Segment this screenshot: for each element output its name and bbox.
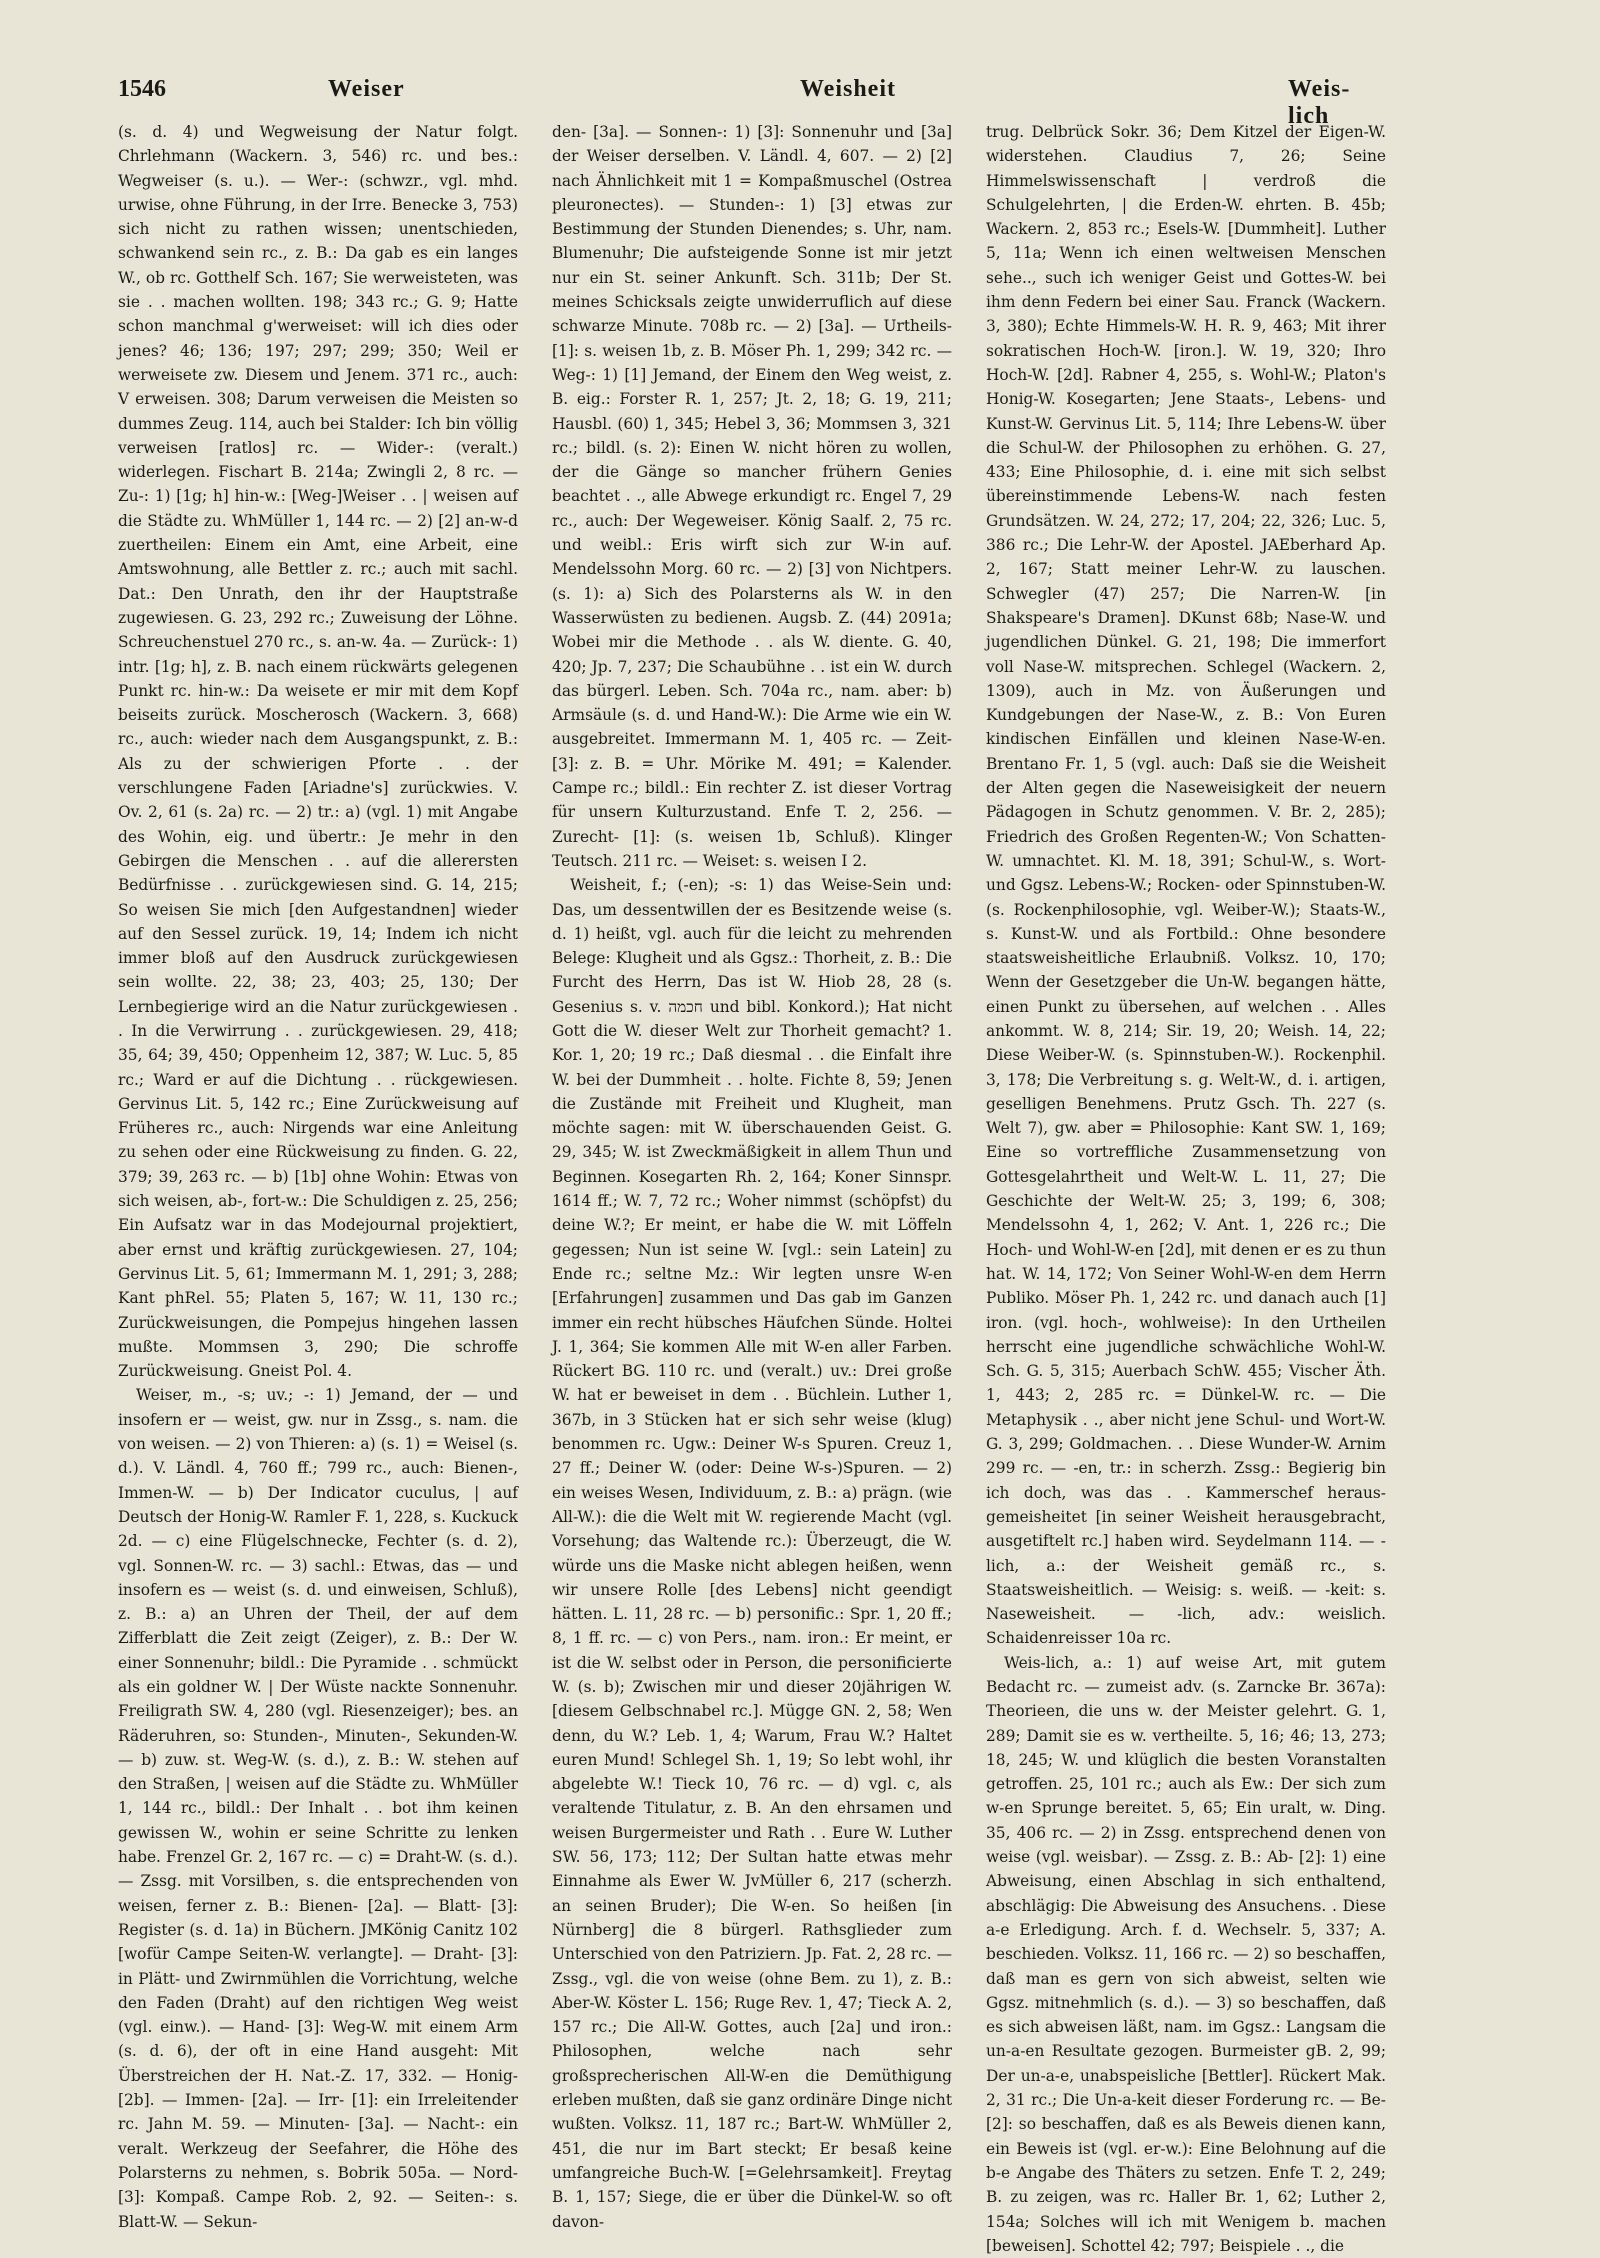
- entry-paragraph: den- [3a]. — Sonnen-: 1) [3]: Sonnenuhr und [3a] der Weiser derselben. V. Ländl. 4, 607. — 2) [2] nach Ähnlichkeit mit 1 = Kompaßmuschel (Ostrea pleuronectes). — Stunden-: 1) [3] etwas zur Bestimmung der Stunden Dienendes; s. Uhr, nam. Blumenuhr; Die aufsteigende Sonne ist mir jetzt nur ein St. seiner Ankunft. Sch. 311b; Der St. meines Schicksals zeigte unwiderruflich auf diese schwarze Minute. 708b rc. — 2) [3a]. — Urtheils- [1]: s. weisen 1b, z. B. Möser Ph. 1, 299; 342 rc. — Weg-: 1) [1] Jemand, der Einem den Weg weist, z. B. eig.: Forster R. 1, 257; Jt. 2, 18; G. 19, 211; Hausbl. (60) 1, 345; Hebel 3, 36; Mommsen 3, 321 rc.; bildl. (s. 2): Einen W. nicht hören zu wollen, der die Gänge so mancher frühern Genies beachtet . ., alle Abwege erkundigt rc. Engel 7, 29 rc., auch: Der Wegeweiser. König Saalf. 2, 75 rc. und weibl.: Eris wirft sich zur W-in auf. Mendelssohn Morg. 60 rc. — 2) [3] von Nichtpers. (s. 1): a) Sich des Polarsterns als W. in den Wasserwüsten zu bedienen. Augsb. Z. (44) 2091a; Wobei mir die Methode . . als W. diente. G. 40, 420; Jp. 7, 237; Die Schaubühne . . ist ein W. durch das bürgerl. Leben. Sch. 704a rc., nam. aber: b) Armsäule (s. d. und Hand-W.): Die Arme wie ein W. ausgebreitet. Immermann M. 1, 405 rc. — Zeit- [3]: z. B. = Uhr. Mörike M. 491; = Kalender. Campe rc.; bildl.: Ein rechter Z. ist dieser Vortrag für unsern Kulturzustand. Enfe T. 2, 256. — Zurecht- [1]: (s. weisen 1b, Schluß). Klinger Teutsch. 211 rc. — Weiset: s. weisen I 2.: [552, 123, 952, 870]
- entry-paragraph: Weiser, m., -s; uv.; -: 1) Jemand, der — und insofern er — weist, gw. nur in Zssg., s. nam. die von weisen. — 2) von Thieren: a) (s. 1) = Weisel (s. d.). V. Ländl. 4, 760 ff.; 799 rc., auch: Bienen-, Immen-W. — b) Der Indicator cuculus, | auf Deutsch der Honig-W. Ramler F. 1, 228, s. Kuckuck 2d. — c) eine Flügelschnecke, Fechter (s. d. 2), vgl. Sonnen-W. rc. — 3) sachl.: Etwas, das — und insofern es — weist (s. d. und einweisen, Schluß), z. B.: a) an Uhren der Theil, der auf dem Zifferblatt die Zeit zeigt (Zeiger), z. B.: Der W. einer Sonnenuhr; bildl.: Die Pyramide . . schmückt als ein goldner W. | Der Wüste nackte Sonnenuhr. Freiligrath SW. 4, 280 (vgl. Riesenzeiger); bes. an Räderuhren, so: Stunden-, Minuten-, Sekunden-W. — b) zuw. st. Weg-W. (s. d.), z. B.: W. stehen auf den Straßen, | weisen auf die Städte zu. WhMüller 1, 144 rc., bildl.: Der Inhalt . . bot ihm keinen gewissen W., wohin er seine Schritte zu lenken habe. Frenzel Gr. 2, 167 rc. — c) = Draht-W. (s. d.). — Zssg. mit Vorsilben, s. die entsprechenden von weisen, ferner z. B.: Bienen- [2a]. — Blatt- [3]: Register (s. d. 1a) in Büchern. JMKönig Canitz 102 [wofür Campe Seiten-W. verlangte]. — Draht- [3]: in Plätt- und Zwirnmühlen die Vorrichtung, welche den Faden (Draht) auf den richtigen Weg weist (vgl. einw.). — Hand- [3]: Weg-W. mit einem Arm (s. d. 6), der oft in eine Hand ausgeht: Mit Überstreichen der H. Nat.-Z. 17, 332. — Honig- [2b]. — Immen- [2a]. — Irr- [1]: ein Irreleitender rc. Jahn M. 59. — Minuten- [3a]. — Nacht-: ein veralt. Werkzeug der Seefahrer, die Höhe des Polarsterns zu nehmen, s. Bobrik 505a. — Nord- [3]: Kompaß. Campe Rob. 2, 92. — Seiten-: s. Blatt-W. — Sekun-: [118, 1386, 518, 2231]
- left-running-head: Weiser: [328, 76, 405, 102]
- center-running-head: Weisheit: [800, 76, 896, 102]
- text-column-right: [986, 120, 1386, 2255]
- entry-paragraph: Weisheit, f.; (-en); -s: 1) das Weise-Sein und: Das, um dessentwillen der es Besitzende weise (s. d. 1) heißt, vgl. auch für die leicht zu mehrenden Belege: Klugheit und als Ggsz.: Thorheit, z. B.: Die Furcht des Herrn, Das ist W. Hiob 28, 28 (s. Gesenius s. v. חכמה und bibl. Konkord.); Hat nicht Gott die W. dieser Welt zur Thorheit gemacht? 1. Kor. 1, 20; 19 rc.; Daß diesmal . . die Einfalt ihre W. bei der Dummheit . . holte. Fichte 8, 59; Jenen die Zustände mit Freiheit und Klugheit, man möchte sagen: mit W. überschauenden Geist. G. 29, 345; W. ist Zweckmäßigkeit in allem Thun und Beginnen. Kosegarten Rh. 2, 164; Koner Sinnspr. 1614 ff.; W. 7, 72 rc.; Woher nimmst (schöpfst) du deine W.?; Er meint, er habe die W. mit Löffeln gegessen; Nun ist seine W. [vgl.: sein Latein] zu Ende rc.; seltne Mz.: Wir legten unsre W-en [Erfahrungen] zusammen und Das gab im Ganzen immer ein recht hübsches Häufchen Sünde. Holtei J. 1, 364; Sie kommen Alle mit W-en aller Farben. Rückert BG. 110 rc. und (veralt.) uv.: Drei große W. hat er beweiset in dem . . Büchlein. Luther 1, 367b, in 3 Stücken hat er sich sehr weise (klug) benommen rc. Ugw.: Deiner W-s Spuren. Creuz 1, 27 ff.; Deiner W. (oder: Deine W-s-)Spuren. — 2) ein weises Wesen, Individuum, z. B.: a) prägn. (wie All-W.): die die Welt mit W. regierende Macht (vgl. Vorsehung; das Waltende rc.): Überzeugt, die W. würde uns die Maske nicht ablegen heißen, wenn wir unsere Rolle [des Lebens] nicht geendigt hätten. L. 11, 28 rc. — b) personific.: Spr. 1, 20 ff.; 8, 1 ff. rc. — c) von Pers., nam. iron.: Er meint, er ist die W. selbst oder in Person, die personificierte W. (s. b); Zwischen mir und dieser 20jährigen W. [diesem Gelbschnabel rc.]. Mügge GN. 2, 58; Wen denn, du W.? Leb. 1, 4; Warum, Frau W.? Haltet euren Mund! Schlegel Sh. 1, 19; So lebt wohl, ihr abgelebte W.! Tieck 10, 76 rc. — d) vgl. c, als veraltende Titulatur, z. B. An den ehrsamen und weisen Burgermeister und Rath . . Eure W. Luther SW. 56, 173; 112; Der Sultan hatte etwas mehr Einnahme als Ewer W. JvMüller 6, 217 (scherzh. an seinen Bruder); Die W-en. So heißen [in Nürnberg] die 8 bürgerl. Rathsglieder zum Unterschied von den Patriziern. Jp. Fat. 2, 28 rc. — Zssg., vgl. die von weise (ohne Bem. zu 1), z. B.: Aber-W. Köster L. 156; Ruge Rev. 1, 47; Tieck A. 2, 157 rc.; Die All-W. Gottes, auch [2a] und iron.: Philosophen, welche nach sehr großsprecherischen All-W-en die Demüthigung erleben mußten, daß sie ganz ordinäre Dinge nicht wußten. Volksz. 11, 187 rc.; Bart-W. WhMüller 2, 451, die nur im Bart steckt; Er besaß keine umfangreiche Buch-W. [=Gelehrsamkeit]. Freytag B. 1, 157; Siege, die er über die Dünkel-W. so oft davon-: [552, 876, 953, 2231]
- entry-paragraph: trug. Delbrück Sokr. 36; Dem Kitzel der Eigen-W. widerstehen. Claudius 7, 26; Seine Himmelswissenschaft | verdroß die Schulgelehrten, | die Erden-W. ehrten. B. 45b; Wackern. 2, 853 rc.; Esels-W. [Dummheit]. Luther 5, 11a; Wenn ich einen weltweisen Menschen sehe.., such ich weniger Geist und Gottes-W. bei ihm denn Federn bei einer Sau. Franck (Wackern. 3, 380); Echte Himmels-W. H. R. 9, 463; Mit ihrer sokratischen Hoch-W. [iron.]. W. 19, 320; Ihro Hoch-W. [2d]. Rabner 4, 255, s. Wohl-W.; Platon's Honig-W. Kosegarten; Jene Staats-, Lebens- und Kunst-W. Gervinus Lit. 5, 114; Ihre Lebens-W. über die Schul-W. der Philosophen zu erhöhen. G. 27, 433; Eine Philosophie, d. i. eine mit sich selbst übereinstimmende Lebens-W. nach festen Grundsätzen. W. 24, 272; 17, 204; 22, 326; Luc. 5, 386 rc.; Die Lehr-W. der Apostel. JAEberhard Ap. 2, 167; Statt meiner Lehr-W. zu lauschen. Schwegler (47) 257; Die Narren-W. [in Shakspeare's Dramen]. DKunst 68b; Nase-W. und jugendlichen Dünkel. G. 21, 198; Die immerfort voll Nase-W. mitsprechen. Schlegel (Wackern. 2, 1309), auch in Mz. von Äußerungen und Kundgebungen der Nase-W., z. B.: Von Euren kindischen Einfällen und kleinen Nase-W-en. Brentano Fr. 1, 5 (vgl. auch: Daß sie die Weisheit der Alten gegen die Naseweisigkeit der neuern Pädagogen in Schutz genommen. V. Br. 2, 285); Friedrich des Großen Regenten-W.; Von Schatten-W. umnachtet. Kl. M. 18, 391; Schul-W., s. Wort- und Ggsz. Lebens-W.; Rocken- oder Spinnstuben-W. (s. Rockenphilosophie, vgl. Weiber-W.); Staats-W., s. Kunst-W. und als Fortbild.: Ohne besondere staatsweisheitliche Erlaubniß. Volksz. 10, 170; Wenn der Gesetzgeber die Un-W. begangen hätte, einen Punkt zu übersehen, auf welchen . . Alles ankommt. W. 8, 214; Sir. 19, 20; Weish. 14, 22; Diese Weiber-W. (s. Spinnstuben-W.). Rockenphil. 3, 178; Die Verbreitung s. g. Welt-W., d. i. artigen, geselligen Benehmens. Prutz Gsch. Th. 227 (s. Welt 7), gw. aber = Philosophie: Kant SW. 1, 169; Eine so vortreffliche Zusammensetzung von Gottesgelahrtheit und Welt-W. L. 11, 27; Die Geschichte der Welt-W. 25; 3, 199; 6, 308; Mendelssohn 4, 1, 262; V. Ant. 1, 226 rc.; Die Hoch- und Wohl-W-en [2d], mit denen er es zu thun hat. W. 14, 172; Von Seiner Wohl-W-en dem Herrn Publiko. Möser Ph. 1, 242 rc. und danach auch [1] iron. (vgl. hoch-, wohlweise): In den Urtheilen herrscht eine jugendliche schwächliche Wohl-W. Sch. G. 5, 315; Auerbach SchW. 455; Vischer Äth. 1, 443; 2, 285 rc. = Dünkel-W. rc. — Die Metaphysik . ., aber nicht jene Schul- und Wort-W. G. 3, 299; Goldmachen. . . Diese Wunder-W. Arnim 299 rc. — -en, tr.: in scherzh. Zssg.: Begierig bin ich doch, was das . . Kammerschef heraus-gemeisheitet [in seiner Weisheit herausgebracht, ausgetiftelt rc.] haben wird. Seydelmann 114. — -lich, a.: der Weisheit gemäß rc., s. Staatsweisheitlich. — Weisig: s. weiß. — -keit: s. Naseweisheit. — -lich, adv.: weislich. Schaidenreisser 10a rc.: [986, 123, 1386, 1648]
- text-column-middle: [552, 120, 953, 2231]
- page-header: [118, 70, 1368, 129]
- entry-paragraph: Weis-lich, a.: 1) auf weise Art, mit gutem Bedacht rc. — zumeist adv. (s. Zarncke Br. 367a): Theorieen, die uns w. der Meister gelehrt. G. 1, 289; Damit sie es w. vertheilte. 5, 16; 46; 13, 273; 18, 245; W. und klüglich die besten Voranstalten getroffen. 25, 101 rc.; auch als Ew.: Der sich zum w-en Sprunge bereitet. 5, 65; Ein uralt, w. Ding. 35, 406 rc. — 2) in Zssg. entsprechend denen von weise (vgl. weisbar). — Zssg. z. B.: Ab- [2]: 1) eine Abweisung, einen Abschlag in sich enthaltend, abschlägig: Die Abweisung des Ansuchens. . Diese a-e Erledigung. Arch. f. d. Wechselr. 5, 337; A. beschieden. Volksz. 11, 166 rc. — 2) so beschaffen, daß man es gern von sich abweist, selten wie Ggsz. mitnehmlich (s. d.). — 3) so beschaffen, daß es sich abweisen läßt, nam. im Ggsz.: Langsam die un-a-en Resultate gezogen. Burmeister gB. 2, 99; Der un-a-e, unabspeisliche [Bettler]. Rückert Mak. 2, 31 rc.; Die Un-a-keit dieser Forderung rc. — Be- [2]: so beschaffen, daß es als Beweis dienen kann, ein Beweis ist (vgl. er-w.): Eine Belohnung auf die b-e Angabe des Thäters zu setzen. Enfe T. 2, 249; B. zu zeigen, was rc. Haller Br. 1, 62; Luther 2, 154a; Solches will ich mit Wenigem b. machen [beweisen]. Schottel 42; 797; Beispiele . ., die: [986, 1653, 1386, 2255]
- right-running-head: Weis-lich: [1288, 76, 1351, 129]
- entry-paragraph: (s. d. 4) und Wegweisung der Natur folgt. Chrlehmann (Wackern. 3, 546) rc. und bes.: Wegweiser (s. u.). — Wer-: (schwzr., vgl. mhd. urwise, ohne Führung, in der Irre. Benecke 3, 753) sich nicht zu rathen wissen; unentschieden, schwankend sein rc., z. B.: Da gab es ein langes W., ob rc. Gotthelf Sch. 167; Sie werweisteten, was sie . . machen wollten. 198; 343 rc.; G. 9; Hatte schon manchmal g'werweiset: will ich dies oder jenes? 46; 136; 197; 297; 299; 350; Weil er werweisete zw. Diesem und Jenem. 371 rc., auch: V erweisen. 308; Darum verweisen die Meisten so dummes Zeug. 114, auch bei Stalder: Ich bin völlig verweisen [ratlos] rc. — Wider-: (veralt.) widerlegen. Fischart B. 214a; Zwingli 2, 8 rc. — Zu-: 1) [1g; h] hin-w.: [Weg-]Weiser . . | weisen auf die Städte zu. WhMüller 1, 144 rc. — 2) [2] an-w-d zuertheilen: Einem ein Amt, eine Arbeit, eine Amtswohnung, alle Bettler z. rc.; auch mit sachl. Dat.: Den Unrath, den ihr der Hauptstraße zugewiesen. G. 23, 292 rc.; Zuweisung der Löhne. Schreuchenstuel 270 rc., s. an-w. 4a. — Zurück-: 1) intr. [1g; h], z. B. nach einem rückwärts gelegenen Punkt rc. hin-w.: Da weisete er mir mit dem Kopf beiseits zurück. Moscherosch (Wackern. 3, 668) rc., auch: wieder nach dem Ausgangspunkt, z. B.: Als zu der schwierigen Pforte . . der verschlungene Faden [Ariadne's] zurückwies. V. Ov. 2, 61 (s. 2a) rc. — 2) tr.: a) (vgl. 1) mit Angabe des Wohin, eig. und übertr.: Je mehr in den Gebirgen die Menschen . . auf die allerersten Bedürfnisse . . zurückgewiesen sind. G. 14, 215; So weisen Sie mich [den Aufgestandnen] wieder auf den Sessel zurück. 19, 14; Indem ich nicht immer bloß auf den Ausdruck zurückgewiesen sein wollte. 22, 38; 23, 403; 25, 130; Der Lernbegierige wird an die Natur zurückgewiesen . . In die Verwirrung . . zurückgewiesen. 29, 418; 35, 64; 39, 450; Oppenheim 12, 387; W. Luc. 5, 85 rc.; Ward er auf die Dichtung . . rückgewiesen. Gervinus Lit. 5, 142 rc.; Eine Zurückweisung auf Früheres rc., auch: Nirgends war eine Anleitung zu sehen oder eine Rückweisung zu finden. G. 22, 379; 39, 263 rc. — b) [1b] ohne Wohin: Etwas von sich weisen, ab-, fort-w.: Die Schuldigen z. 25, 256; Ein Aufsatz war in das Modejournal projektiert, aber ernst und kräftig zurückgewiesen. 27, 104; Gervinus Lit. 5, 61; Immermann M. 1, 291; 3, 288; Kant phRel. 55; Platen 5, 167; W. 11, 130 rc.; Zurückweisungen, die Pompejus hingehen lassen mußte. Mommsen 3, 290; Die schroffe Zurückweisung. Gneist Pol. 4.: [118, 123, 518, 1381]
- text-column-left: [118, 120, 518, 2231]
- page-number: 1546: [118, 76, 166, 102]
